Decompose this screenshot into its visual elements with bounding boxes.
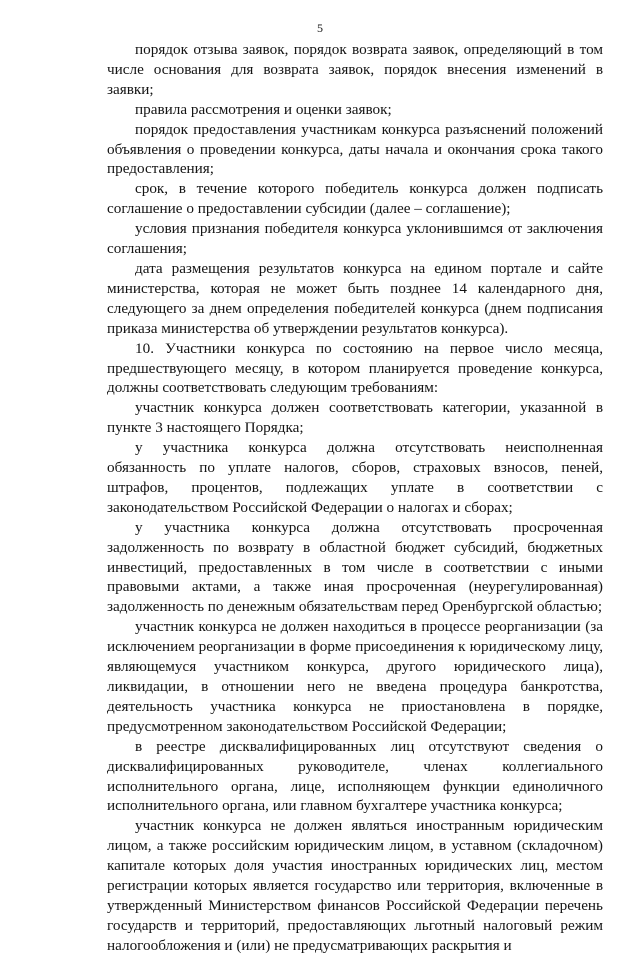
paragraph: порядок предоставления участникам конкурса разъяснений положений объявления о проведении конкурса, даты начала и окончания срока такого предоставления; — [107, 120, 603, 178]
paragraph: участник конкурса не должен являться иностранным юридическим лицом, а также российским юридическим лицом, в уставном (складочном) капитале которых доля участия иностранных юридических лиц, местом регистрации которых является государство или территория, включенные в утвержденный Министерством финансов Российской Федерации перечень государств и территорий, предоставляющих льготный налоговый режим налогообложения и (или) не предусматривающих раскрытия и — [107, 817, 603, 954]
paragraph: условия признания победителя конкурса уклонившимся от заключения соглашения; — [107, 220, 603, 258]
paragraph: порядок отзыва заявок, порядок возврата заявок, определяющий в том числе основания для возврата заявок, порядок внесения изменений в заявки; — [107, 41, 603, 98]
paragraph-section-10: 10. Участники конкурса по состоянию на первое число месяца, предшествующего месяцу, в котором планируется проведение конкурса, должны соответствовать следующим требованиям: — [107, 339, 603, 397]
paragraph: у участника конкурса должна отсутствовать неисполненная обязанность по уплате налогов, сборов, страховых взносов, пеней, штрафов, процентов, подлежащих уплате в соответствии с законодательством Российской Федерации о налогах и сборах; — [107, 439, 603, 516]
document-body — [107, 40, 603, 956]
paragraph: в реестре дисквалифицированных лиц отсутствуют сведения о дисквалифицированных руководителе, членах коллегиального исполнительного органа, лице, исполняющем функции единоличного исполнительного органа, или главном бухгалтере участника конкурса; — [107, 737, 603, 815]
paragraph: у участника конкурса должна отсутствовать просроченная задолженность по возврату в областной бюджет субсидий, бюджетных инвестиций, предоставленных в том числе в соответствии с иными правовыми актами, а также иная просроченная (неурегулированная) задолженность по денежным обязательствам перед Оренбургской областью; — [107, 518, 603, 616]
paragraph: дата размещения результатов конкурса на едином портале и сайте министерства, которая не может быть позднее 14 календарного дня, следующего за днем определения победителей конкурса (днем подписания приказа министерства об утверждении результатов конкурса). — [107, 259, 603, 337]
paragraph: правила рассмотрения и оценки заявок; — [135, 100, 392, 118]
paragraph: участник конкурса не должен находиться в процессе реорганизации (за исключением реорганизации в форме присоединения к юридическому лицу, являющемуся участником конкурса, другого юридического лица), ликвидации, в отношении него не введена процедура банкротства, деятельность участника конкурса не приостановлена в порядке, предусмотренном законодательством Российской Федерации; — [107, 618, 603, 735]
paragraph: участник конкурса должен соответствовать категории, указанной в пункте 3 настоящего Порядка; — [107, 399, 603, 437]
paragraph: срок, в течение которого победитель конкурса должен подписать соглашение о предоставлении субсидии (далее – соглашение); — [107, 180, 603, 218]
page-number: 5 — [317, 21, 323, 35]
